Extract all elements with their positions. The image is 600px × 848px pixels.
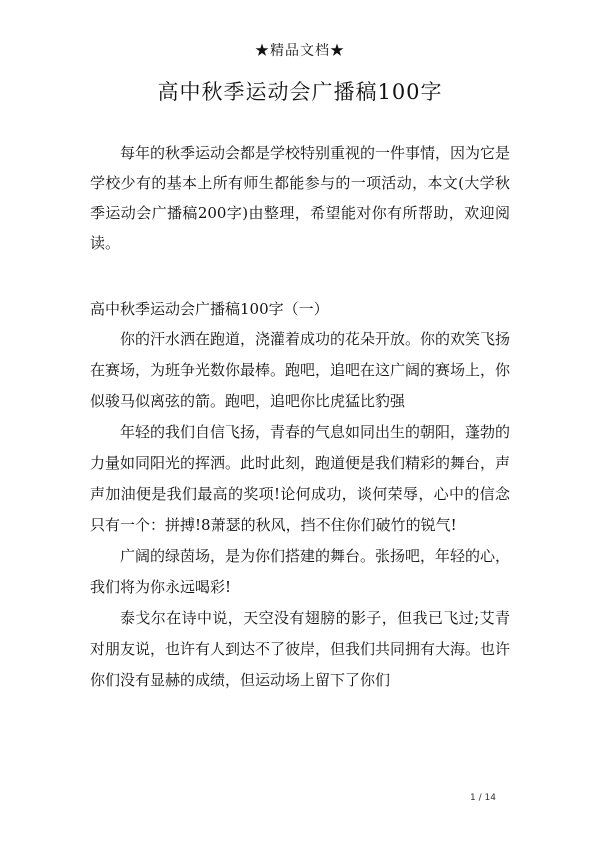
- body-paragraph: 泰戈尔在诗中说，天空没有翅膀的影子，但我已飞过;艾青对朋友说，也许有人到达不了彼岸，但我们共同拥有大海。也许你们没有显赫的成绩，但运动场上留下了你们: [90, 609, 511, 689]
- section-heading: 高中秋季运动会广播稿100字（一）: [90, 300, 329, 318]
- body-paragraph: 你的汗水洒在跑道，浇灌着成功的花朵开放。你的欢笑飞扬在赛场，为班争光数你最棒。跑吧，追吧在这广阔的赛场上，你似骏马似离弦的箭。跑吧，追吧你比虎猛比豹强: [90, 330, 511, 410]
- intro-paragraph: 每年的秋季运动会都是学校特别重视的一件事情，因为它是学校少有的基本上所有师生都能参与的一项活动，本文(大学秋季运动会广播稿200字)由整理，希望能对你有所帮助，欢迎阅读。: [90, 144, 511, 252]
- body-paragraph: 广阔的绿茵场，是为你们搭建的舞台。张扬吧，年轻的心，我们将为你永远喝彩!: [90, 547, 511, 596]
- body-paragraph: 年轻的我们自信飞扬，青春的气息如同出生的朝阳，蓬勃的力量如同阳光的挥洒。此时此刻，跑道便是我们精彩的舞台，声声加油便是我们最高的奖项!论何成功，谈何荣辱，心中的信念只有一个：拼搏!8萧瑟的秋风，挡不住你们破竹的锐气!: [90, 423, 511, 534]
- quality-mark: ★精品文档★: [255, 43, 345, 59]
- page-title: 高中秋季运动会广播稿100字: [157, 80, 443, 104]
- section-body: [90, 324, 510, 696]
- page-number: 1 / 14: [470, 793, 496, 803]
